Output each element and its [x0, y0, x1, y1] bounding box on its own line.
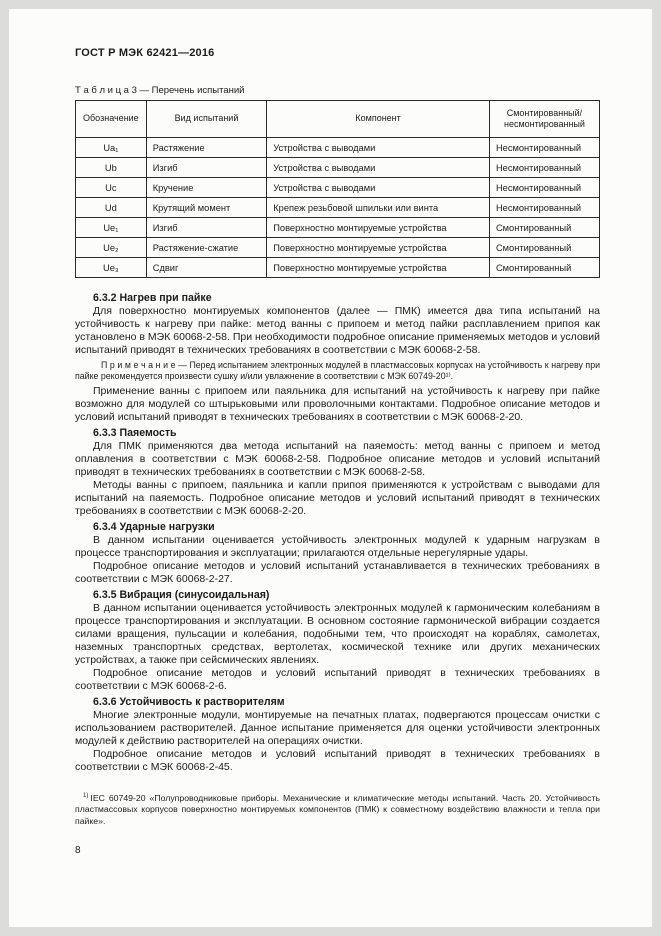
paragraph: Для поверхностно монтируемых компонентов (далее — ПМК) имеется два типа испытаний на устойчивость к нагреву при пайке: метод ванны с припоем и метод пайки расплавлением припоя как установлено в МЭК 60068-2-58. При необходимости подробное описание применяемых методов и условий испытаний приводят в технических требованиях в соответствии с МЭК 60068-2-58.	[75, 305, 600, 356]
table-cell: Поверхностно монтируемые устройства	[267, 218, 490, 238]
table-cell: Крутящий момент	[146, 198, 267, 218]
tests-table	[75, 100, 600, 278]
table-cell: Кручение	[146, 178, 267, 198]
section-6-3-5	[75, 589, 600, 693]
table-row	[76, 178, 600, 198]
table-header-row	[76, 101, 600, 138]
table-cell: Изгиб	[146, 158, 267, 178]
paragraph: Для ПМК применяются два метода испытаний на паяемость: метод ванны с припоем и метод оплавления в соответствии с МЭК 60068-2-58. Подробное описание методов и условий испытаний приводят в технических требованиях в соответствии с МЭК 60068-2-58.	[75, 440, 600, 478]
table-cell: Ue₁	[76, 218, 147, 238]
page-number: 8	[75, 845, 81, 857]
table-cell: Сдвиг	[146, 258, 267, 278]
table-cell: Ua₁	[76, 138, 147, 158]
section-6-3-2	[75, 292, 600, 424]
table-cell: Несмонтированный	[489, 158, 599, 178]
table-cell: Поверхностно монтируемые устройства	[267, 238, 490, 258]
document-header: ГОСТ Р МЭК 62421—2016	[75, 47, 215, 59]
table-row	[76, 258, 600, 278]
table-cell: Смонтированный	[489, 218, 599, 238]
table-cell: Устройства с выводами	[267, 178, 490, 198]
footnote-text: IEC 60749-20 «Полупроводниковые приборы. Механические и климатические методы испытаний. Часть 20. Устойчивость пластмассовых корпусов поверхностно монтируемых компонентов (ПМК) к совместному воздействию влажности и тепла при пайке».	[75, 792, 600, 826]
table-cell: Крепеж резьбовой шпильки или винта	[267, 198, 490, 218]
table-cell: Ue₃	[76, 258, 147, 278]
section-heading: 6.3.4 Ударные нагрузки	[93, 521, 215, 533]
section-heading: 6.3.2 Нагрев при пайке	[93, 292, 212, 304]
table-cell: Смонтированный	[489, 258, 599, 278]
table-row	[76, 158, 600, 178]
table-cell: Растяжение-сжатие	[146, 238, 267, 258]
table-cell: Ub	[76, 158, 147, 178]
paragraph: В данном испытании оценивается устойчивость электронных модулей к гармоническим колебаниям в процессе транспортирования и эксплуатации. В основном состояние гармонической вибрации создается силами вращения, пульсации и колебания, подобными тем, что происходят на кораблях, самолетах, наземных транспортных средствах, вертолетах, космической технике или других механических устройствах, а также при сейсмических явлениях.	[75, 602, 600, 666]
note-paragraph: П р и м е ч а н и е — Перед испытанием электронных модулей в пластмассовых корпусах на устойчивость к нагреву при пайке рекомендуется произвести сушку и/или увлажнение в соответствии с МЭК 60749-20¹⁾.	[75, 360, 600, 381]
table-cell: Поверхностно монтируемые устройства	[267, 258, 490, 278]
paragraph: Подробное описание методов и условий испытаний приводят в технических требованиях в соответствии с МЭК 60068-2-6.	[75, 667, 600, 692]
paragraph: Подробное описание методов и условий испытаний приводят в технических требованиях в соответствии с МЭК 60068-2-45.	[75, 748, 600, 773]
section-heading: 6.3.5 Вибрация (синусоидальная)	[93, 589, 270, 601]
table-caption: Т а б л и ц а 3 — Перечень испытаний	[75, 85, 245, 96]
section-heading: 6.3.3 Паяемость	[93, 427, 177, 439]
table-header-cell: Обозначение	[76, 101, 147, 138]
section-6-3-3	[75, 427, 600, 518]
table-cell: Uc	[76, 178, 147, 198]
footnote	[75, 790, 600, 827]
table-cell: Несмонтированный	[489, 138, 599, 158]
table-cell: Несмонтированный	[489, 178, 599, 198]
table-cell: Ud	[76, 198, 147, 218]
section-6-3-4	[75, 521, 600, 586]
table-cell: Несмонтированный	[489, 198, 599, 218]
table-header-cell: Смонтированный/ несмонтированный	[489, 101, 599, 138]
paragraph: Многие электронные модули, монтируемые на печатных платах, подвергаются процессам очистки с использованием растворителей. Данное испытание применяется для оценки устойчивости электронных модулей к действию растворителей на операциях очистки.	[75, 709, 600, 747]
paragraph: Подробное описание методов и условий испытаний устанавливается в технических требованиях в соответствии с МЭК 60068-2-27.	[75, 560, 600, 585]
page-content	[9, 9, 652, 856]
footnote-marker: 1)	[83, 792, 89, 799]
table-row	[76, 198, 600, 218]
table-row	[76, 238, 600, 258]
table-cell: Ue₂	[76, 238, 147, 258]
section-heading: 6.3.6 Устойчивость к растворителям	[93, 696, 285, 708]
paragraph: Применение ванны с припоем или паяльника для испытаний на устойчивость к нагреву при пайке возможно для модулей со штырьковыми или проволочными контактами. Подробное описание методов и условий испытаний приводят в технических требованиях в соответствии с МЭК 60068-2-20.	[75, 385, 600, 423]
table-header-cell: Компонент	[267, 101, 490, 138]
table-header-cell: Вид испытаний	[146, 101, 267, 138]
table-cell: Устройства с выводами	[267, 158, 490, 178]
table-cell: Устройства с выводами	[267, 138, 490, 158]
table-cell: Изгиб	[146, 218, 267, 238]
section-6-3-6	[75, 696, 600, 774]
table-row	[76, 138, 600, 158]
table-row	[76, 218, 600, 238]
table-cell: Растяжение	[146, 138, 267, 158]
body-text	[75, 292, 600, 774]
paragraph: В данном испытании оценивается устойчивость электронных модулей к ударным нагрузкам в процессе транспортирования и эксплуатации; прилагаются отдельные нерегулярные удары.	[75, 534, 600, 559]
table-cell: Смонтированный	[489, 238, 599, 258]
paragraph: Методы ванны с припоем, паяльника и капли припоя применяются к устройствам с выводами для испытаний на паяемость. Подробное описание методов и условий испытаний приводят в технических требованиях в соответствии с МЭК 60068-2-20.	[75, 479, 600, 517]
